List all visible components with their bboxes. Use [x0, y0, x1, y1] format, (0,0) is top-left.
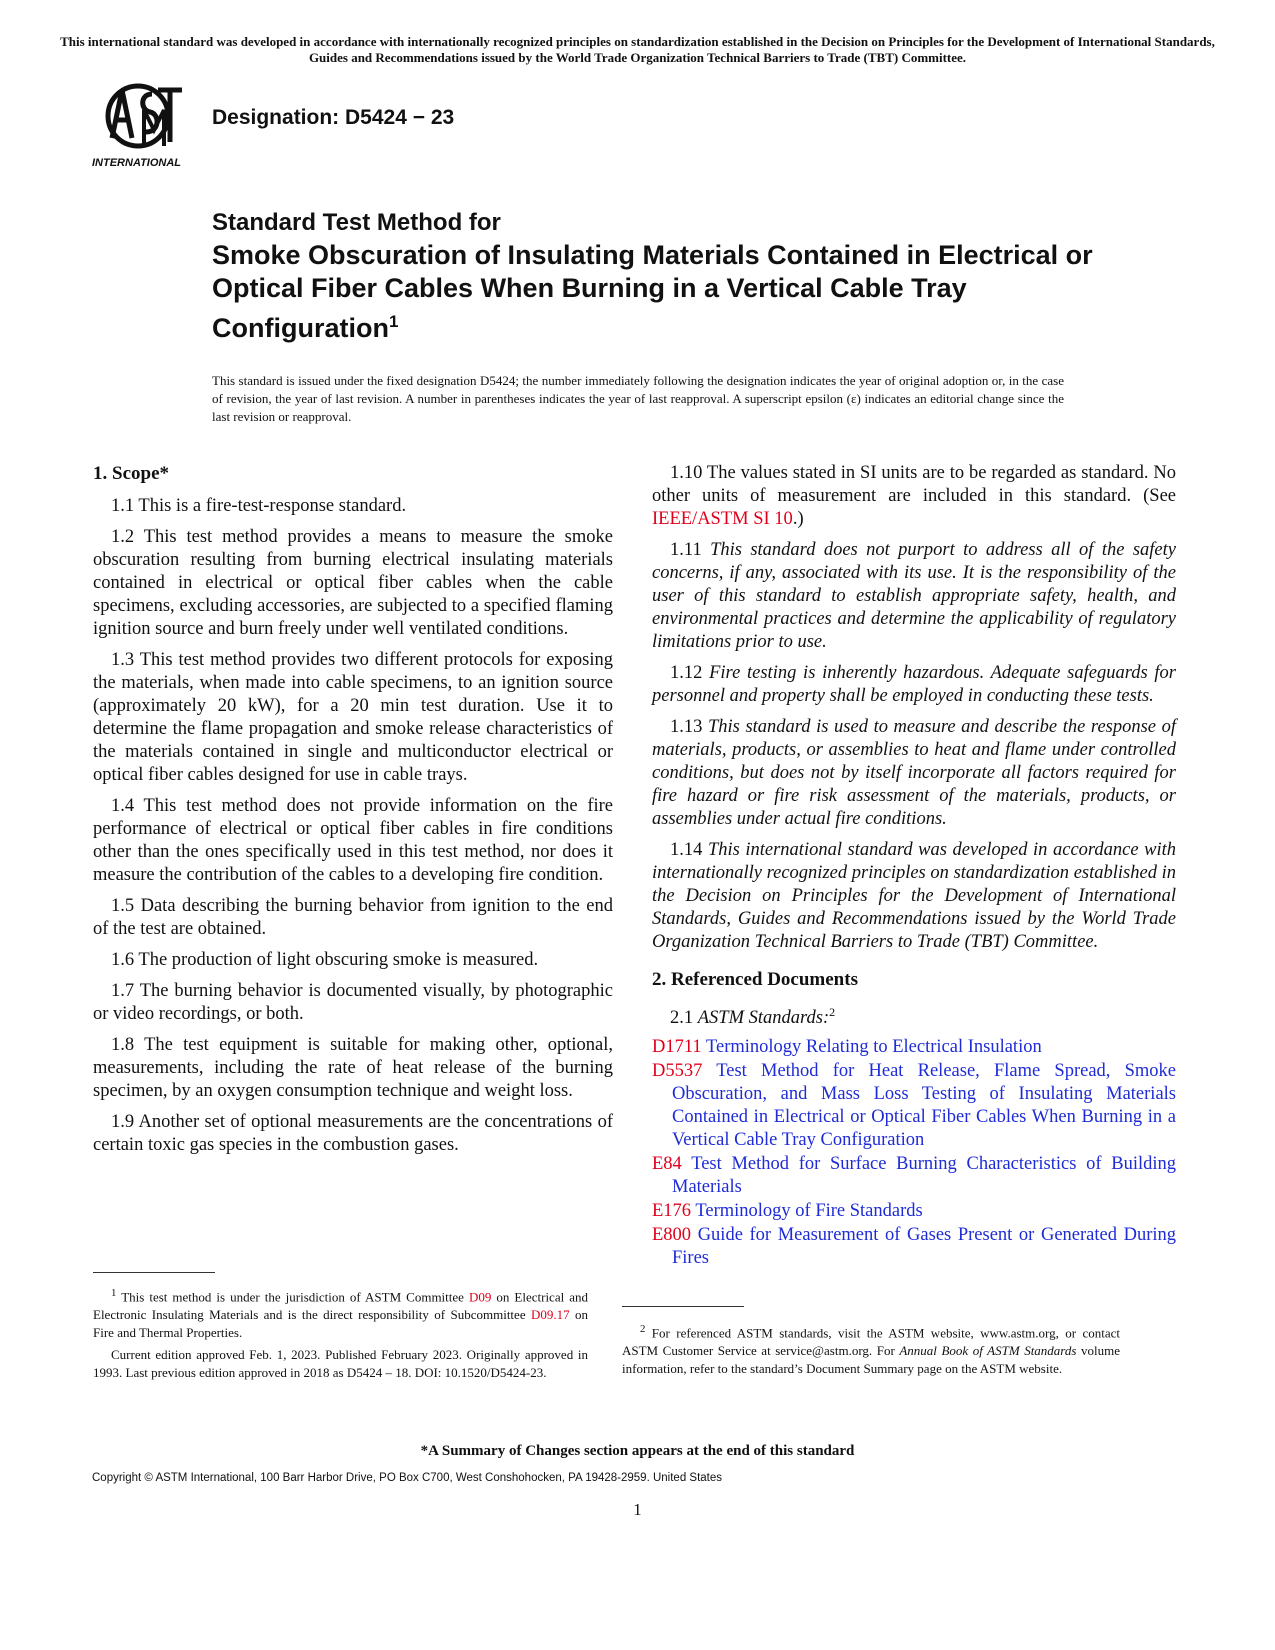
top-notice: This international standard was developed in accordance with internationally recognized principles on standardization established in the Decision on Principles for the Development of International Standards, Guides and Recommendations issued by the World Trade Organization Technical Barriers to Trade (TBT) Committee.: [60, 34, 1215, 65]
para-1-4: 1.4 This test method does not provide information on the fire performance of electrical or optical fiber cables in fire conditions other than the ones specifically used in this test method, nor does it measure the contribution of the cables to a developing fire condition.: [93, 796, 613, 885]
right-column: [652, 462, 1176, 1271]
page-number: 1: [633, 1500, 642, 1519]
para-1-11-text: This standard does not purport to address all of the safety concerns, if any, associated with its use. It is the responsibility of the user of this standard to establish appropriate safety, health, and environmental practices and determine the applicability of regulatory limitations prior to use.: [652, 540, 1176, 652]
footnote-1: [93, 1284, 588, 1386]
subcommittee-d09-17-link[interactable]: D09.17: [530, 1307, 570, 1323]
reference-e800[interactable]: [652, 1224, 1176, 1270]
para-1-11-num: 1.11: [670, 540, 711, 560]
title-line2: [212, 239, 1112, 345]
footnote-1-p1: [93, 1284, 588, 1342]
si10-link[interactable]: IEEE/ASTM SI 10: [652, 509, 793, 529]
para-1-11: [652, 539, 1176, 654]
para-1-10: [652, 462, 1176, 531]
reference-e84[interactable]: [652, 1153, 1176, 1199]
para-1-6: 1.6 The production of light obscuring smoke is measured.: [111, 950, 539, 970]
footnote-1-mark: 1: [111, 1287, 117, 1299]
ref-title[interactable]: Guide for Measurement of Gases Present or Generated During Fires: [672, 1225, 1176, 1269]
astm-logo: [92, 80, 200, 172]
para-1-1: 1.1 This is a fire-test-response standard.: [111, 496, 407, 516]
committee-d09-link[interactable]: D09: [468, 1289, 492, 1305]
footnote-divider-right: [622, 1306, 744, 1307]
footnote-2-p1: [622, 1320, 1120, 1378]
section-2-heading: 2. Referenced Documents: [652, 969, 858, 990]
astm-standards-subheading: [670, 1001, 1176, 1030]
footnote-1-text-b: on Electrical and Electronic Insulating Materials and is the direct responsibility of Subcommittee: [93, 1289, 588, 1323]
para-1-3: 1.3 This test method provides two different protocols for exposing the materials, when made into cable specimens, to an ignition source (approximately 20 kW), for a 20 min test duration. Use it to determine the flame propagation and smoke release characteristics of the materials contained in single and multiconductor electrical or optical fiber cables designed for use in cable trays.: [93, 650, 613, 785]
ref-code[interactable]: E176: [652, 1201, 692, 1222]
para-1-10-end: .): [792, 509, 804, 529]
footnote-1-text-a: This test method is under the jurisdiction of ASTM Committee: [116, 1289, 469, 1305]
ref-title[interactable]: Test Method for Surface Burning Characteristics of Building Materials: [672, 1154, 1176, 1198]
section-1-heading: 1. Scope*: [93, 463, 169, 484]
title-main: Smoke Obscuration of Insulating Materials Contained in Electrical or Optical Fiber Cables When Burning in a Vertical Cable Tray Configuration: [212, 240, 1093, 343]
para-1-12-num: 1.12: [670, 663, 710, 683]
designation: Designation: D5424 − 23: [212, 106, 455, 129]
ref-code[interactable]: E84: [652, 1154, 682, 1175]
ref-code[interactable]: E800: [652, 1225, 692, 1246]
document-title: [212, 206, 1112, 345]
sub-num: 2.1: [670, 1008, 698, 1029]
footnote-2-text-b: volume information, refer to the standard’s Document Summary page on the ASTM website.: [622, 1343, 1120, 1377]
para-1-2: 1.2 This test method provides a means to measure the smoke obscuration resulting from burning electrical insulating materials contained in electrical or optical fiber cables when the cable specimens, excluding accessories, are subjected to a specified flaming ignition source and burn freely under well ventilated conditions.: [93, 527, 613, 639]
sub-footnote-mark: 2: [829, 1005, 836, 1019]
para-1-7: 1.7 The burning behavior is documented visually, by photographic or video recordings, or both.: [93, 981, 613, 1024]
title-footnote-mark: 1: [388, 312, 399, 331]
footnote-2-text-a: For referenced ASTM standards, visit the ASTM website, www.astm.org, or contact ASTM Customer Service at service@astm.org. For: [622, 1325, 1120, 1359]
reference-d1711[interactable]: [652, 1036, 1176, 1059]
ref-code[interactable]: D1711: [652, 1037, 702, 1058]
para-1-14-text: This international standard was developed in accordance with internationally recognized principles on standardization established in the Decision on Principles for the Development of International Standards, Guides and Recommendations issued by the World Trade Organization Technical Barriers to Trade (TBT) Committee.: [652, 840, 1177, 952]
ref-code[interactable]: D5537: [652, 1061, 703, 1082]
para-1-14: [652, 839, 1176, 954]
para-1-12: [652, 662, 1176, 708]
footnote-divider-left: [93, 1272, 215, 1273]
copyright: Copyright © ASTM International, 100 Barr Harbor Drive, PO Box C700, West Conshohocken, PA 19428-2959. United States: [92, 1472, 723, 1484]
reference-d5537[interactable]: [652, 1060, 1176, 1152]
para-1-12-text: Fire testing is inherently hazardous. Adequate safeguards for personnel and property shall be employed in conducting these tests.: [652, 663, 1176, 706]
footnote-2: [622, 1320, 1120, 1382]
ref-title[interactable]: Terminology Relating to Electrical Insulation: [705, 1037, 1042, 1058]
footnote-2-mark: 2: [640, 1323, 646, 1335]
title-line1: Standard Test Method for: [212, 209, 501, 236]
logo-text: INTERNATIONAL: [92, 157, 182, 169]
reference-e176[interactable]: [652, 1200, 1176, 1223]
issuance-note: This standard is issued under the fixed designation D5424; the number immediately following the designation indicates the year of original adoption or, in the case of revision, the year of last revision. A number in parentheses indicates the year of last reapproval. A superscript epsilon (ε) indicates an editorial change since the last revision or reapproval.: [212, 373, 1064, 424]
para-1-13-text: This standard is used to measure and describe the response of materials, products, or assemblies to heat and flame under controlled conditions, but does not by itself incorporate all factors required for fire hazard or fire risk assessment of the materials, products, or assemblies under actual fire conditions.: [652, 717, 1176, 829]
summary-of-changes-note: *A Summary of Changes section appears at the end of this standard: [420, 1443, 855, 1459]
para-1-9: 1.9 Another set of optional measurements are the concentrations of certain toxic gas species in the combustion gases.: [93, 1112, 613, 1155]
ref-title[interactable]: Terminology of Fire Standards: [695, 1201, 923, 1222]
para-1-10-text: 1.10 The values stated in SI units are to be regarded as standard. No other units of measurement are included in this standard. (See: [652, 463, 1176, 506]
left-column: [93, 462, 613, 1165]
para-1-13: [652, 716, 1176, 831]
sub-label: ASTM Standards:: [697, 1008, 830, 1029]
astm-logo-icon: [92, 80, 200, 172]
footnote-2-italic: Annual Book of ASTM Standards: [899, 1343, 1077, 1359]
footnote-1-text-c: on Fire and Thermal Properties.: [93, 1307, 589, 1341]
para-1-8: 1.8 The test equipment is suitable for making other, optional, measurements, including the rate of heat release of the burning specimen, by an oxygen consumption technique and weight loss.: [93, 1035, 613, 1101]
para-1-14-num: 1.14: [670, 840, 708, 860]
footnote-1-p2: Current edition approved Feb. 1, 2023. Published February 2023. Originally approved in 1993. Last previous edition approved in 2018 as D5424 – 18. DOI: 10.1520/D5424-23.: [93, 1347, 588, 1381]
para-1-5: 1.5 Data describing the burning behavior from ignition to the end of the test are obtained.: [93, 896, 613, 939]
ref-title[interactable]: Test Method for Heat Release, Flame Spread, Smoke Obscuration, and Mass Loss Testing of Insulating Materials Contained in Electrical or Optical Fiber Cables When Burning in a Vertical Cable Tray Configuration: [672, 1061, 1176, 1151]
para-1-13-num: 1.13: [670, 717, 708, 737]
